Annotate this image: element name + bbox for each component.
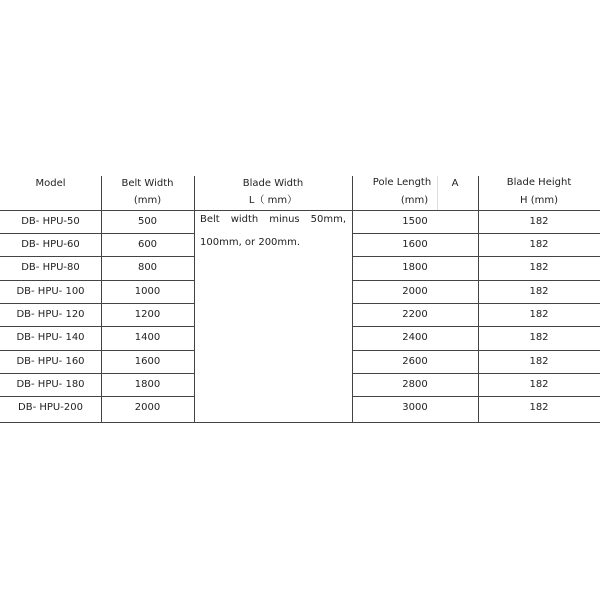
cell-belt: 500	[137, 216, 158, 227]
blade-width-note-line2: 100mm, or 200mm.	[200, 237, 301, 248]
cell-pole: 1600	[402, 239, 428, 250]
row-divider	[0, 233, 195, 234]
cell-pole: 2400	[402, 332, 428, 343]
cell-height: 182	[529, 332, 549, 343]
cell-belt: 1800	[134, 379, 161, 390]
header-pole-length-unit: (mm)	[400, 195, 429, 206]
row-divider	[352, 303, 600, 304]
row-divider	[352, 280, 600, 281]
cell-pole: 1800	[402, 262, 428, 273]
cell-pole: 2000	[402, 286, 428, 297]
cell-height: 182	[529, 309, 549, 320]
cell-belt: 800	[137, 262, 158, 273]
row-divider	[0, 350, 195, 351]
header-pole-length: Pole Length	[372, 177, 432, 188]
cell-pole: 1500	[402, 216, 428, 227]
header-belt-width: Belt Width	[121, 178, 174, 189]
row-divider	[352, 350, 600, 351]
cell-pole: 2200	[402, 309, 428, 320]
header-blade-height: Blade Height	[506, 177, 572, 188]
cell-model: DB- HPU- 100	[16, 286, 85, 297]
divider	[194, 176, 195, 422]
row-divider	[0, 303, 195, 304]
cell-height: 182	[529, 286, 549, 297]
header-blade-width-unit: L（ mm）	[248, 195, 298, 206]
row-divider	[0, 210, 600, 211]
cell-height: 182	[529, 356, 549, 367]
row-divider	[352, 396, 600, 397]
row-divider	[352, 326, 600, 327]
header-belt-width-unit: (mm)	[133, 195, 162, 206]
row-divider	[0, 422, 600, 423]
cell-model: DB- HPU- 160	[16, 356, 85, 367]
header-blade-height-unit: H (mm)	[520, 195, 558, 206]
cell-pole: 2800	[402, 379, 428, 390]
row-divider	[0, 396, 195, 397]
cell-model: DB- HPU-200	[18, 402, 83, 413]
cell-height: 182	[529, 402, 549, 413]
cell-model: DB- HPU- 140	[16, 332, 85, 343]
header-model: Model	[35, 178, 66, 189]
cell-belt: 1600	[134, 356, 161, 367]
cell-belt: 1200	[134, 309, 161, 320]
cell-belt: 1400	[134, 332, 161, 343]
cell-belt: 2000	[134, 402, 161, 413]
cell-model: DB- HPU-60	[21, 239, 80, 250]
blade-width-note-line1: Belt width minus 50mm,	[200, 214, 346, 225]
cell-pole: 3000	[402, 402, 428, 413]
cell-height: 182	[529, 216, 549, 227]
row-divider	[352, 256, 600, 257]
row-divider	[352, 233, 600, 234]
cell-model: DB- HPU-50	[21, 216, 80, 227]
header-blade-width: Blade Width	[242, 178, 304, 189]
cell-pole: 2600	[402, 356, 428, 367]
cell-height: 182	[529, 379, 549, 390]
cell-belt: 1000	[134, 286, 161, 297]
cell-belt: 600	[137, 239, 158, 250]
cell-height: 182	[529, 262, 549, 273]
row-divider	[0, 256, 195, 257]
row-divider	[0, 280, 195, 281]
row-divider	[0, 326, 195, 327]
header-a: A	[451, 178, 459, 189]
cell-model: DB- HPU- 120	[16, 309, 85, 320]
row-divider	[352, 373, 600, 374]
cell-model: DB- HPU-80	[21, 262, 80, 273]
row-divider	[0, 373, 195, 374]
cell-height: 182	[529, 239, 549, 250]
cell-model: DB- HPU- 180	[16, 379, 85, 390]
